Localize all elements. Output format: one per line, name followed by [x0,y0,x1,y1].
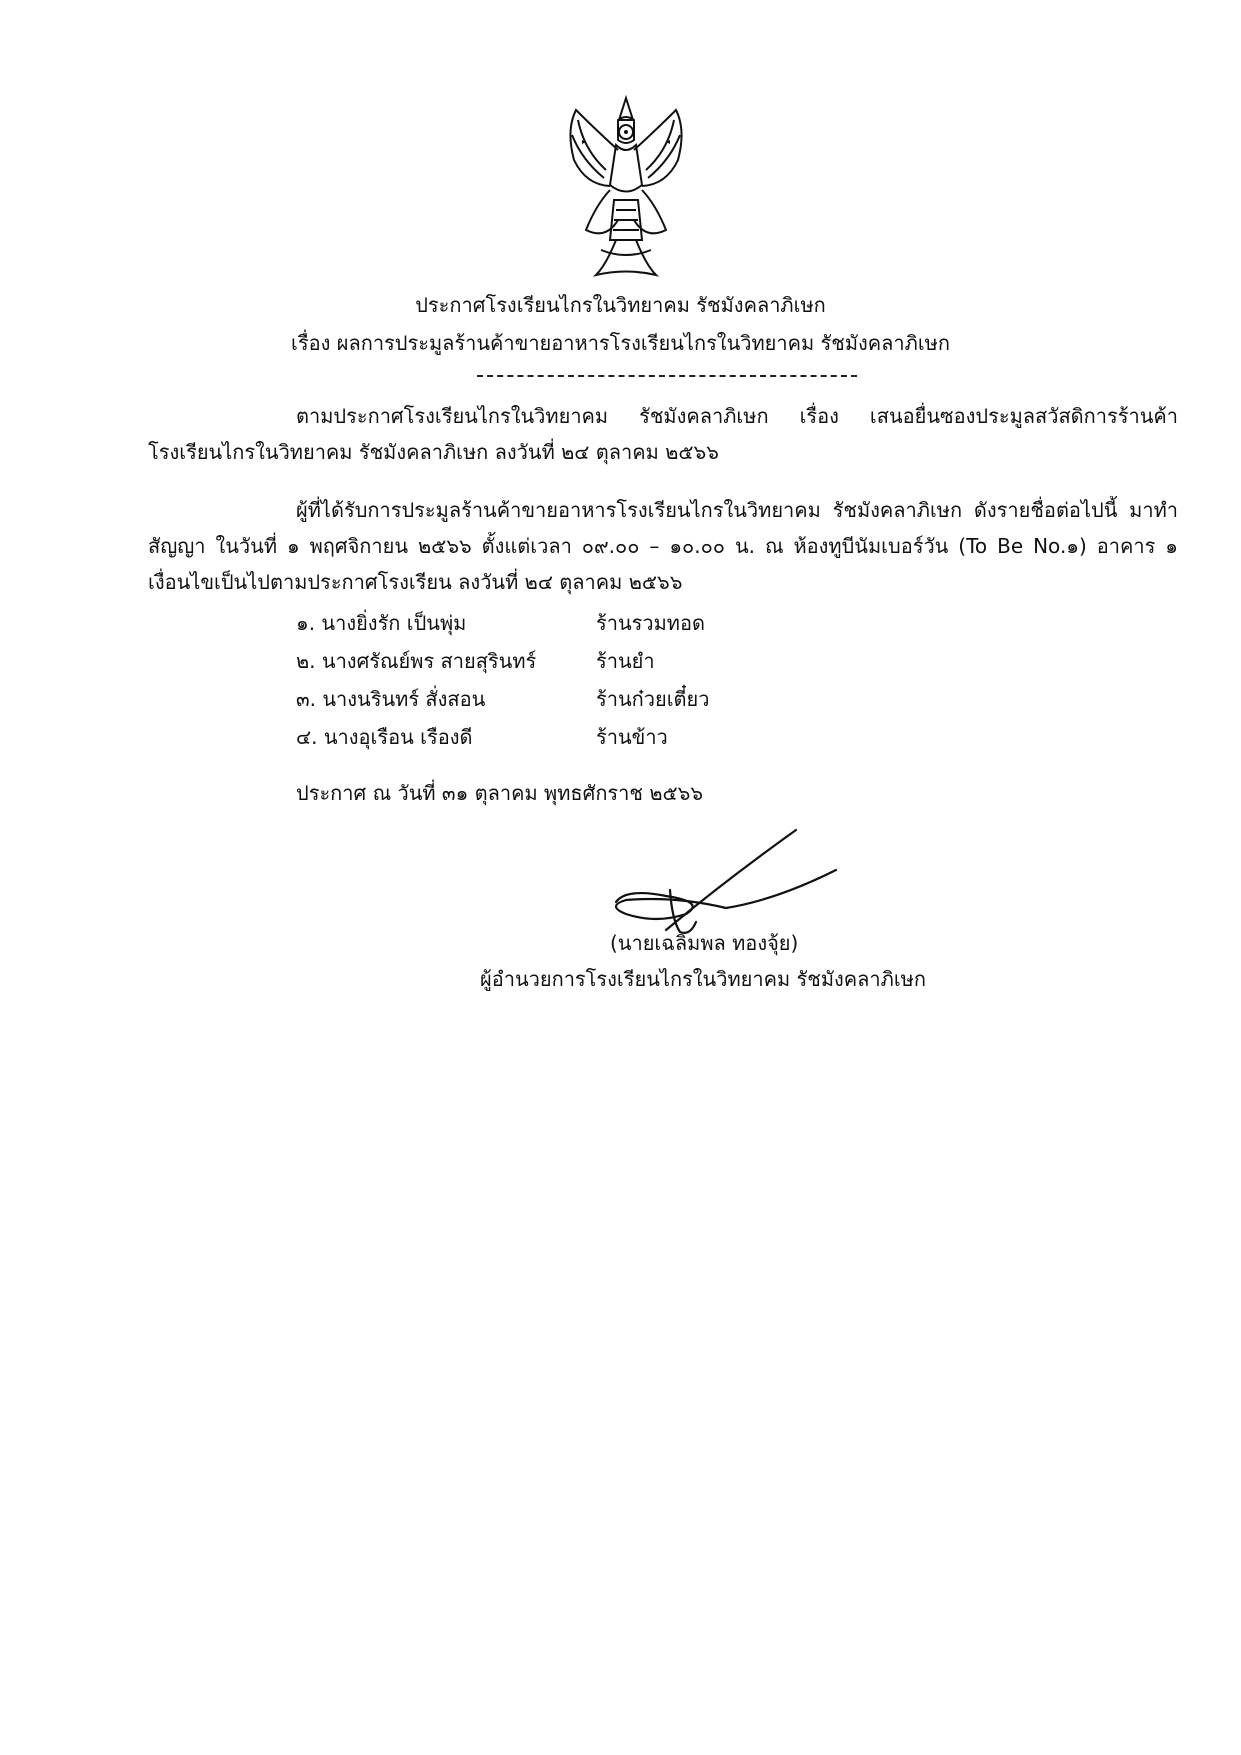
garuda-emblem-icon [556,90,696,290]
winner-shop-1: ร้านรวมทอด [596,611,705,635]
announcement-subject: เรื่อง ผลการประมูลร้านค้าขายอาหารโรงเรียนไกรในวิทยาคม รัชมังคลาภิเษก [291,331,950,355]
winner-shop-2: ร้านยำ [596,649,655,673]
signatory-name: (นายเฉลิมพล ทองจุ้ย) [610,931,799,955]
handwritten-signature [606,810,846,940]
announce-date: ประกาศ ณ วันที่ ๓๑ ตุลาคม พุทธศักราช ๒๕๖๖ [296,781,704,805]
paragraph-reference: ตามประกาศโรงเรียนไกรในวิทยาคม รัชมังคลาภิเษก เรื่อง เสนอยื่นซองประมูลสวัสดิการร้านค้า โรงเรียนไกรในวิทยาคม รัชมังคลาภิเษก ลงวันที่ ๒๔ ตุลาคม ๒๕๖๖ [148,404,1178,464]
dashed-divider [477,375,857,377]
winner-shop-3: ร้านก๋วยเตี๋ยว [596,687,710,711]
announcement-title: ประกาศโรงเรียนไกรในวิทยาคม รัชมังคลาภิเษก [415,293,826,317]
winner-name-3: ๓. นางนรินทร์ สั่งสอน [296,687,486,711]
winner-name-2: ๒. นางศรัณย์พร สายสุรินทร์ [296,649,537,673]
winner-name-4: ๔. นางอุเรือน เรืองดี [296,725,473,749]
signatory-position: ผู้อำนวยการโรงเรียนไกรในวิทยาคม รัชมังคลาภิเษก [480,967,926,991]
paragraph-winners-intro: ผู้ที่ได้รับการประมูลร้านค้าขายอาหารโรงเรียนไกรในวิทยาคม รัชมังคลาภิเษก ดังรายชื่อต่อไปนี้ มาทำ สัญญา ในวันที่ ๑ พฤศจิกายน ๒๕๖๖ ตั้งแต่เวลา ๐๙.๐๐ – ๑๐.๐๐ น. ณ ห้องทูบีนัมเบอร์วัน (To Be No.๑) อาคาร ๑ เงื่อนไขเป็นไปตามประกาศโรงเรียน ลงวันที่ ๒๔ ตุลาคม ๒๕๖๖ [148,498,1178,594]
winner-name-1: ๑. นางยิ่งรัก เป็นพุ่ม [296,611,467,635]
winner-shop-4: ร้านข้าว [596,725,668,749]
